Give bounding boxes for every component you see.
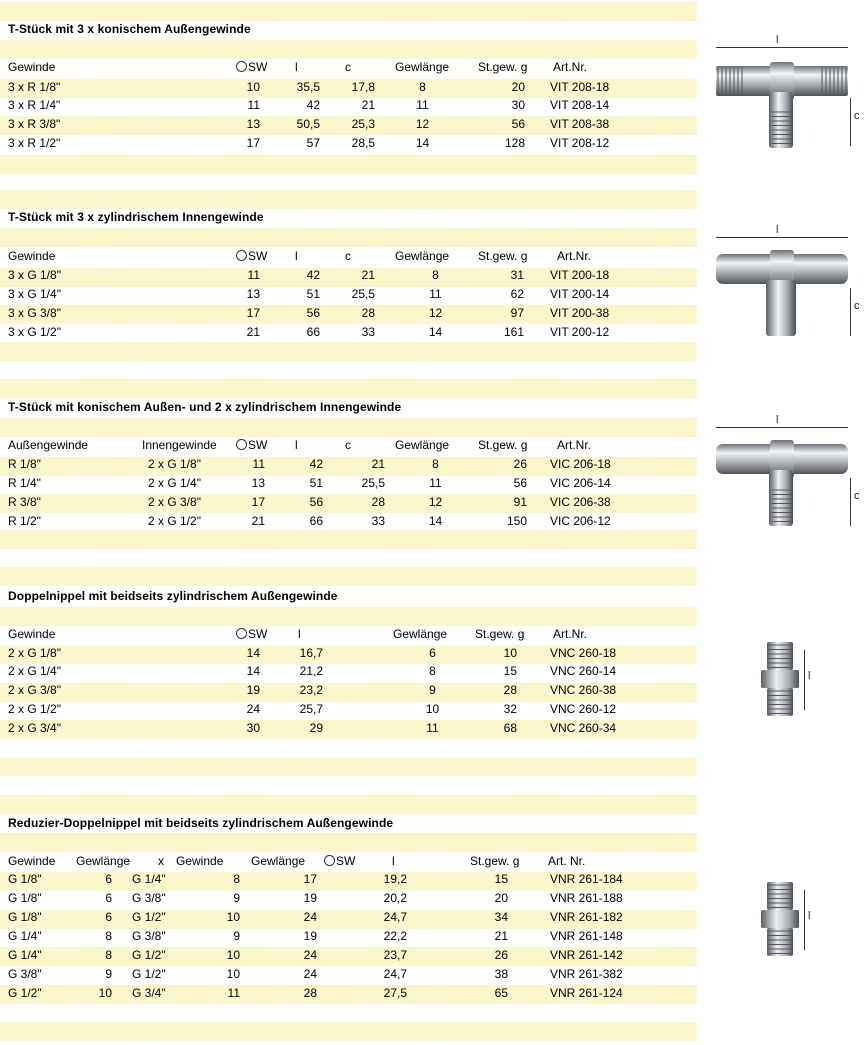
column-header: St.gew. g [478,249,528,263]
table-cell: G 1/8" [8,910,42,924]
table-cell: 3 x R 1/2" [8,136,61,150]
table-cell: VNR 261-382 [550,967,623,981]
table-cell: G 3/8" [8,967,42,981]
table-cell: G 1/2" [8,986,42,1000]
table-cell: 13 [246,287,260,301]
column-header: Gewinde [8,60,56,74]
table-cell: 29 [309,721,323,735]
table-cell: 25,5 [351,287,375,301]
row-stripe [0,567,697,586]
table-cell: G 1/8" [8,872,42,886]
table-cell: VNC 260-38 [550,683,617,697]
table-cell: 17,8 [351,80,375,94]
column-header: Gewinde [8,854,56,868]
row-stripe [0,190,697,209]
table-cell: 21 [251,514,265,528]
column-header: Art.Nr. [553,627,588,641]
row-stripe [0,1022,697,1041]
table-cell: 10 [246,80,260,94]
table-cell: 28 [303,986,317,1000]
table-cell: VNR 261-184 [550,872,623,886]
table-cell: G 1/2" [132,948,166,962]
table-cell: 2 x G 3/4" [8,721,61,735]
table-cell: 128 [504,136,525,150]
table-cell: R 3/8" [8,495,41,509]
section-title: Doppelnippel mit beidseits zylindrischem Außengewinde [8,589,338,603]
table-cell: 14 [428,325,443,339]
column-header: x [158,854,164,868]
table-cell: 13 [246,117,260,131]
table-cell: R 1/2" [8,514,41,528]
table-cell: 9 [105,967,112,981]
table-cell: 12 [428,495,443,509]
table-cell: VIC 206-18 [550,457,611,471]
table-cell: VIT 200-14 [550,287,610,301]
table-cell: 6 [429,646,436,660]
row-stripe [0,155,697,174]
dimension-line [716,427,848,428]
table-cell: G 1/4" [8,929,42,943]
table-cell: 21,2 [299,664,323,678]
dimension-line [716,47,848,48]
table-cell: 14 [428,514,443,528]
table-cell: VIT 200-18 [550,268,610,282]
table-cell: VIT 208-18 [550,80,610,94]
table-cell: 11 [416,98,429,112]
column-header: Außengewinde [8,438,89,452]
table-cell: 65 [494,986,508,1000]
section-title: T-Stück mit 3 x zylindrischem Innengewinde [8,210,264,224]
table-cell: 17 [303,872,317,886]
table-cell: 62 [510,287,524,301]
table-cell: 24 [303,967,317,981]
table-cell: 30 [246,721,260,735]
table-cell: 24,7 [383,967,407,981]
table-cell: 2 x G 1/4" [148,476,201,490]
table-cell: 9 [233,891,240,905]
table-cell: 21 [361,268,375,282]
table-cell: VIT 208-38 [550,117,610,131]
table-cell: 26 [494,948,508,962]
table-cell: 14 [246,646,260,660]
table-cell: G 3/4" [132,986,166,1000]
table-cell: 3 x R 1/8" [8,80,61,94]
table-cell: 51 [306,287,320,301]
table-cell: 11 [429,287,442,301]
column-header: Art.Nr. [557,438,592,452]
table-cell: 33 [361,325,375,339]
table-cell: 2 x G 1/4" [8,664,61,678]
row-stripe [0,795,697,814]
row-stripe [0,530,697,549]
table-cell: VIT 208-14 [550,98,610,112]
table-cell: G 3/8" [132,891,166,905]
table-cell: VIC 206-12 [550,514,611,528]
dimension-line [850,288,851,336]
column-header: Art.Nr. [553,60,588,74]
table-cell: 17 [251,495,265,509]
dimension-label: c [854,300,860,312]
table-cell: 14 [246,664,260,678]
table-cell: 11 [247,98,260,112]
table-cell: 8 [432,457,439,471]
table-cell: 19,2 [383,872,407,886]
column-header: Gewlänge [251,854,306,868]
table-cell: 28 [503,683,517,697]
column-header: l [298,627,301,641]
table-cell: 25,5 [361,476,385,490]
section-title: Reduzier-Doppelnippel mit beidseits zylindrischem Außengewinde [8,816,394,830]
row-stripe [0,757,697,776]
table-cell: 2 x G 1/8" [8,646,61,660]
table-cell: VNR 261-188 [550,891,623,905]
table-cell: 35,5 [296,80,320,94]
table-cell: G 1/4" [8,948,42,962]
table-cell: 10 [503,646,517,660]
dimension-line [804,650,805,710]
table-cell: 13 [251,476,265,490]
table-cell: 66 [309,514,323,528]
table-cell: 33 [371,514,385,528]
column-header: Gewlänge [395,60,450,74]
table-cell: 19 [246,683,260,697]
column-header-sw: SW [236,58,276,77]
table-cell: 56 [306,306,320,320]
table-cell: 97 [510,306,524,320]
column-header: l [295,438,298,452]
row-stripe [0,418,697,437]
table-cell: VIT 200-38 [550,306,610,320]
table-cell: 24 [303,910,317,924]
table-cell: 56 [511,117,525,131]
table-cell: 21 [246,325,260,339]
table-cell: 8 [432,268,439,282]
table-cell: 10 [226,967,240,981]
column-header: St.gew. g [470,854,520,868]
table-cell: 2 x G 3/8" [148,495,201,509]
table-cell: 22,2 [383,929,407,943]
table-cell: VNC 260-18 [550,646,617,660]
table-cell: 11 [227,986,240,1000]
table-cell: 8 [429,664,436,678]
table-cell: 30 [511,98,525,112]
column-header-sw: SW [236,247,276,266]
table-cell: 32 [503,702,517,716]
table-cell: 42 [309,457,323,471]
table-cell: 19 [303,891,317,905]
table-cell: VIT 200-12 [550,325,610,339]
table-cell: 161 [503,325,524,339]
column-header: St.gew. g [478,438,528,452]
table-cell: VNR 261-124 [550,986,623,1000]
table-cell: 15 [503,664,517,678]
table-cell: 26 [513,457,527,471]
table-cell: VNC 260-34 [550,721,617,735]
table-cell: 6 [105,872,112,886]
table-cell: 42 [306,98,320,112]
table-cell: 16,7 [299,646,323,660]
column-header: l [295,60,298,74]
table-cell: 12 [428,306,443,320]
table-cell: 56 [309,495,323,509]
dimension-line [804,890,805,950]
column-header: Gewlänge [395,249,450,263]
table-cell: 28 [361,306,375,320]
table-cell: 21 [494,929,508,943]
table-cell: 25,3 [351,117,375,131]
dimension-label: c [854,490,860,502]
column-header: Gewinde [8,627,56,641]
table-cell: 11 [247,268,260,282]
column-header: St.gew. g [475,627,525,641]
table-cell: 19 [303,929,317,943]
table-cell: G 3/8" [132,929,166,943]
table-cell: 6 [105,910,112,924]
column-header: Gewlänge [395,438,450,452]
table-cell: 3 x R 1/4" [8,98,61,112]
table-cell: G 1/2" [132,910,166,924]
table-cell: G 1/4" [132,872,166,886]
table-cell: 20 [494,891,508,905]
section-title: T-Stück mit 3 x konischem Außengewinde [8,22,251,36]
table-cell: 11 [429,476,442,490]
table-cell: 21 [371,457,385,471]
table-cell: 28,5 [351,136,375,150]
row-stripe [0,228,697,247]
table-cell: 68 [503,721,517,735]
table-cell: 3 x G 1/2" [8,325,61,339]
table-cell: 51 [309,476,323,490]
table-cell: VNC 260-12 [550,702,617,716]
table-cell: 20,2 [383,891,407,905]
column-header: l [295,249,298,263]
dimension-line [850,98,851,146]
table-cell: 2 x G 1/2" [8,702,61,716]
table-cell: VNR 261-142 [550,948,623,962]
table-cell: 6 [105,891,112,905]
table-cell: 66 [306,325,320,339]
table-cell: 150 [506,514,527,528]
column-header-sw: SW [324,852,364,871]
table-cell: 50,5 [296,117,320,131]
table-cell: 38 [494,967,508,981]
column-header-sw: SW [236,625,276,644]
table-cell: 27,5 [383,986,407,1000]
table-cell: VIC 206-38 [550,495,611,509]
table-cell: 11 [426,721,439,735]
column-header: c [345,60,351,74]
table-cell: 25,7 [299,702,323,716]
table-cell: 11 [252,457,265,471]
table-cell: 23,2 [299,683,323,697]
table-cell: VIC 206-14 [550,476,611,490]
table-cell: 21 [361,98,375,112]
table-cell: VNR 261-148 [550,929,623,943]
table-cell: G 1/8" [8,891,42,905]
table-cell: 31 [510,268,524,282]
table-cell: 14 [415,136,430,150]
table-cell: 10 [98,986,112,1000]
table-cell: 2 x G 3/8" [8,683,61,697]
dimension-label: l [808,910,811,922]
table-cell: 3 x G 3/8" [8,306,61,320]
table-cell: VNR 261-182 [550,910,623,924]
dimension-label: l [776,414,779,426]
table-cell: 24 [246,702,260,716]
column-header: Art. Nr. [548,854,586,868]
table-cell: 9 [233,929,240,943]
dimension-label: l [776,224,779,236]
column-header: Art.Nr. [557,249,592,263]
double-nipple-image [758,640,802,720]
row-stripe [0,342,697,361]
table-cell: 3 x G 1/8" [8,268,61,282]
double-nipple-image [758,880,802,960]
section-title: T-Stück mit konischem Außen- und 2 x zylindrischem Innengewinde [8,400,402,414]
table-cell: 8 [419,80,426,94]
column-header: l [392,854,395,868]
table-cell: R 1/4" [8,476,41,490]
dimension-label: c [854,110,860,122]
table-cell: 10 [226,910,240,924]
table-cell: 9 [429,683,436,697]
table-cell: 20 [511,80,525,94]
tee-fitting-image [712,240,852,340]
table-cell: 17 [246,136,260,150]
table-cell: 15 [494,872,508,886]
table-cell: 2 x G 1/8" [148,457,201,471]
table-cell: 24,7 [383,910,407,924]
table-cell: 34 [494,910,508,924]
table-cell: 57 [306,136,320,150]
row-stripe [0,833,697,852]
table-cell: VNC 260-14 [550,664,617,678]
table-cell: R 1/8" [8,457,41,471]
table-cell: 8 [105,948,112,962]
table-cell: 10 [425,702,440,716]
table-cell: 3 x R 3/8" [8,117,61,131]
table-cell: 3 x G 1/4" [8,287,61,301]
table-cell: 28 [371,495,385,509]
dimension-label: l [776,34,779,46]
dimension-line [716,237,848,238]
column-header-sw: SW [236,436,276,455]
row-stripe [0,379,697,398]
table-cell: 42 [306,268,320,282]
column-header: c [345,249,351,263]
row-stripe [0,40,697,59]
column-header: Gewinde [176,854,224,868]
tee-fitting-image [712,52,852,152]
table-cell: 56 [513,476,527,490]
dimension-label: l [808,670,811,682]
table-cell: 10 [226,948,240,962]
table-cell: 23,7 [383,948,407,962]
column-header: Gewlänge [393,627,448,641]
row-stripe [0,2,697,21]
column-header: c [345,438,351,452]
table-cell: 8 [233,872,240,886]
column-header: St.gew. g [478,60,528,74]
table-cell: 91 [513,495,527,509]
column-header: Gewinde [8,249,56,263]
dimension-line [850,478,851,526]
table-cell: 24 [303,948,317,962]
table-cell: 8 [105,929,112,943]
table-cell: 17 [246,306,260,320]
table-cell: 12 [415,117,430,131]
table-cell: 2 x G 1/2" [148,514,201,528]
tee-fitting-image [712,430,852,530]
column-header: Innengewinde [142,438,217,452]
table-cell: G 1/2" [132,967,166,981]
table-cell: VIT 208-12 [550,136,610,150]
column-header: Gewlänge [76,854,131,868]
row-stripe [0,607,697,626]
